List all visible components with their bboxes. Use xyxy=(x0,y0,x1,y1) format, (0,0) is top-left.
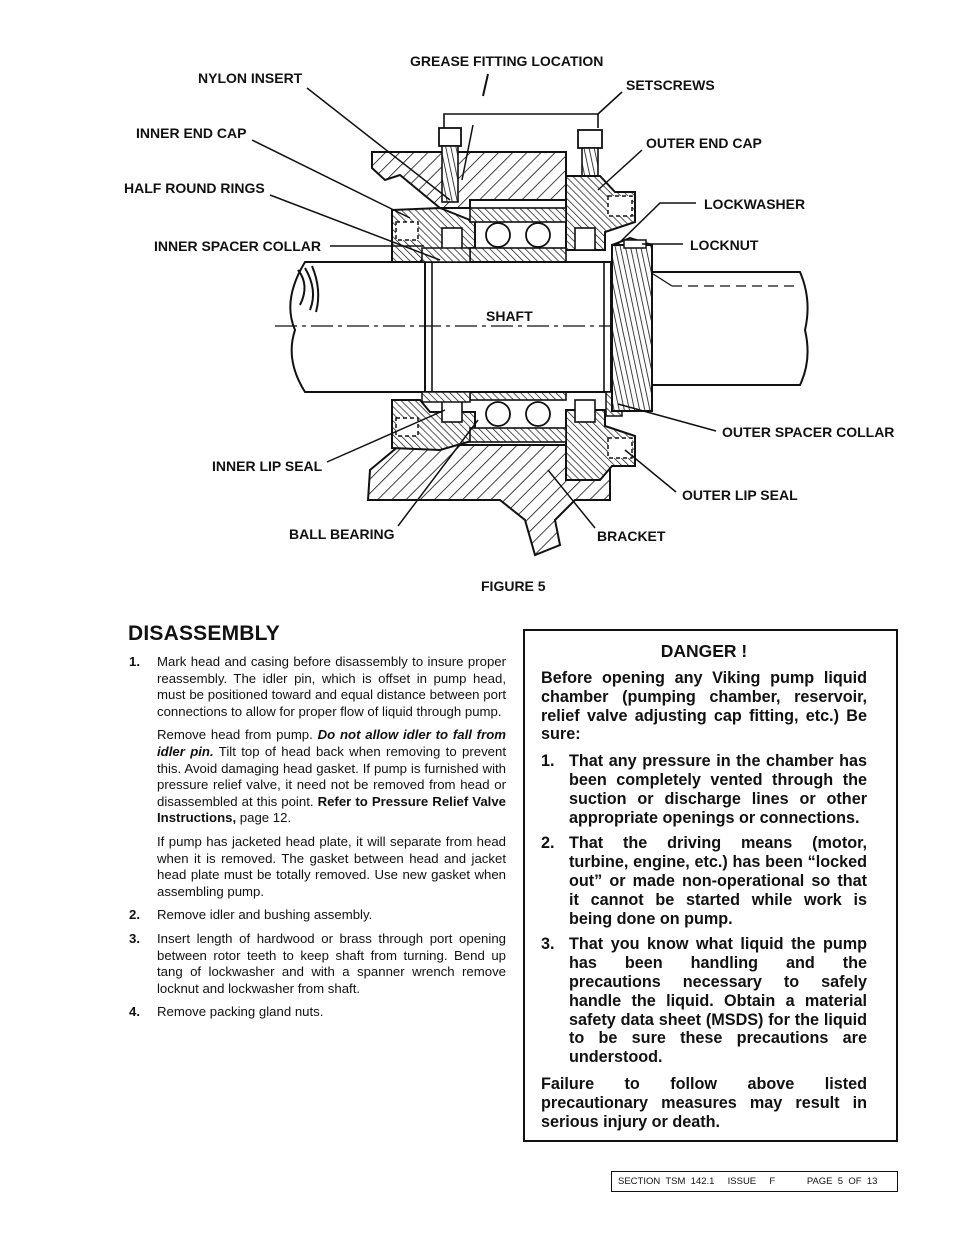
step-1-paragraph-2 xyxy=(157,727,506,827)
step-text: Insert length of hardwood or brass through port opening between rotor teeth to keep shaft from turning. Bend up tang of lockwasher and with a spanner wrench remove locknut and lockwasher from shaft. xyxy=(157,930,506,996)
locknut xyxy=(612,238,652,411)
danger-item-text: That you know what liquid the pump has been handling and the precautions necessary to safely handle the liquid. Obtain a material safety data sheet (MSDS) for the liquid to be sure these precautions are understood. xyxy=(569,935,867,1067)
step-text: Remove idler and bushing assembly. xyxy=(157,907,373,923)
label-locknut: LOCKNUT xyxy=(690,237,759,253)
label-shaft: SHAFT xyxy=(486,308,533,324)
setscrews-left xyxy=(439,128,461,202)
label-inner-end-cap: INNER END CAP xyxy=(136,125,247,141)
step-number: 2. xyxy=(129,907,140,923)
text-run: Remove head from pump. xyxy=(157,727,318,743)
step-1-paragraph-1: Mark head and casing before disassembly to insure proper reassembly. The idler pin, which is offset in pump head, must be positioned toward and equal distance between port connections to allow for proper flow of liquid through pump. xyxy=(157,654,506,719)
label-outer-lip-seal: OUTER LIP SEAL xyxy=(682,487,798,503)
danger-item-2 xyxy=(541,834,867,928)
disassembly-steps xyxy=(128,654,506,1021)
danger-box xyxy=(523,629,898,1142)
label-ball-bearing: BALL BEARING xyxy=(289,526,395,542)
step-number: 3. xyxy=(129,930,140,946)
danger-title: DANGER ! xyxy=(660,641,748,661)
danger-item-text: That the driving means (motor, turbine, engine, etc.) has been “locked out” or made non-operational so that it cannot be started while work is being done on pump. xyxy=(569,834,867,928)
relief-valve-reference: Refer to Pressure Relief Valve Instructions, xyxy=(157,793,506,826)
danger-list xyxy=(541,752,867,1067)
bearing-assembly-figure xyxy=(0,0,954,600)
bracket-upper xyxy=(372,152,566,208)
shaft xyxy=(275,262,808,392)
label-nylon-insert: NYLON INSERT xyxy=(198,70,303,86)
step-text: Remove packing gland nuts. xyxy=(157,1004,324,1020)
label-bracket: BRACKET xyxy=(597,528,666,544)
text-run: page 12. xyxy=(236,810,292,826)
danger-intro: Before opening any Viking pump liquid chamber (pumping chamber, reservoir, relief valve adjusting cap fitting, etc.) Be sure: xyxy=(541,669,867,744)
step-1-paragraph-3: If pump has jacketed head plate, it will separate from head when it is removed. The gasket between head and jacket head plate must be totally removed. Use new gasket when assembling pump. xyxy=(157,833,506,899)
label-half-round-rings: HALF ROUND RINGS xyxy=(124,180,265,196)
step-4 xyxy=(128,1004,506,1021)
inner-spacer-collar-upper xyxy=(422,248,470,262)
danger-item-number: 2. xyxy=(541,834,555,853)
idler-warning: Do not allow idler to fall from idler pin. xyxy=(157,727,506,759)
inner-spacer-collar-lower xyxy=(422,392,470,402)
section-title: DISASSEMBLY xyxy=(128,622,280,645)
label-lockwasher: LOCKWASHER xyxy=(704,196,806,212)
danger-item-1 xyxy=(541,752,867,827)
page-footer: SECTION TSM 142.1 ISSUE F PAGE 5 OF 13 xyxy=(611,1171,898,1192)
danger-item-3 xyxy=(541,935,867,1067)
step-2 xyxy=(128,907,506,924)
label-outer-spacer-collar: OUTER SPACER COLLAR xyxy=(722,424,895,440)
disassembly-section xyxy=(128,622,506,1028)
danger-warning: Failure to follow above listed precautionary measures may result in serious injury or death. xyxy=(541,1074,867,1131)
danger-item-text: That any pressure in the chamber has been completely vented through the suction or discharge lines or other appropriate openings or connections. xyxy=(569,752,867,827)
step-1 xyxy=(128,654,506,900)
text-run: Tilt top of head back when removing to prevent this. Avoid damaging head gasket. If pump is furnished with pressure relief valve, it need not be removed from head or disassembled at this point. xyxy=(157,743,506,809)
danger-item-number: 1. xyxy=(541,752,555,771)
label-inner-spacer-collar: INNER SPACER COLLAR xyxy=(154,238,321,254)
step-3 xyxy=(128,931,506,997)
step-number: 1. xyxy=(129,654,140,669)
figure-caption: FIGURE 5 xyxy=(481,578,546,594)
danger-item-number: 3. xyxy=(541,935,555,954)
label-outer-end-cap: OUTER END CAP xyxy=(646,135,762,151)
label-setscrews: SETSCREWS xyxy=(626,77,715,93)
label-grease-fitting: GREASE FITTING LOCATION xyxy=(410,53,604,69)
step-number: 4. xyxy=(129,1004,140,1020)
label-inner-lip-seal: INNER LIP SEAL xyxy=(212,458,323,474)
